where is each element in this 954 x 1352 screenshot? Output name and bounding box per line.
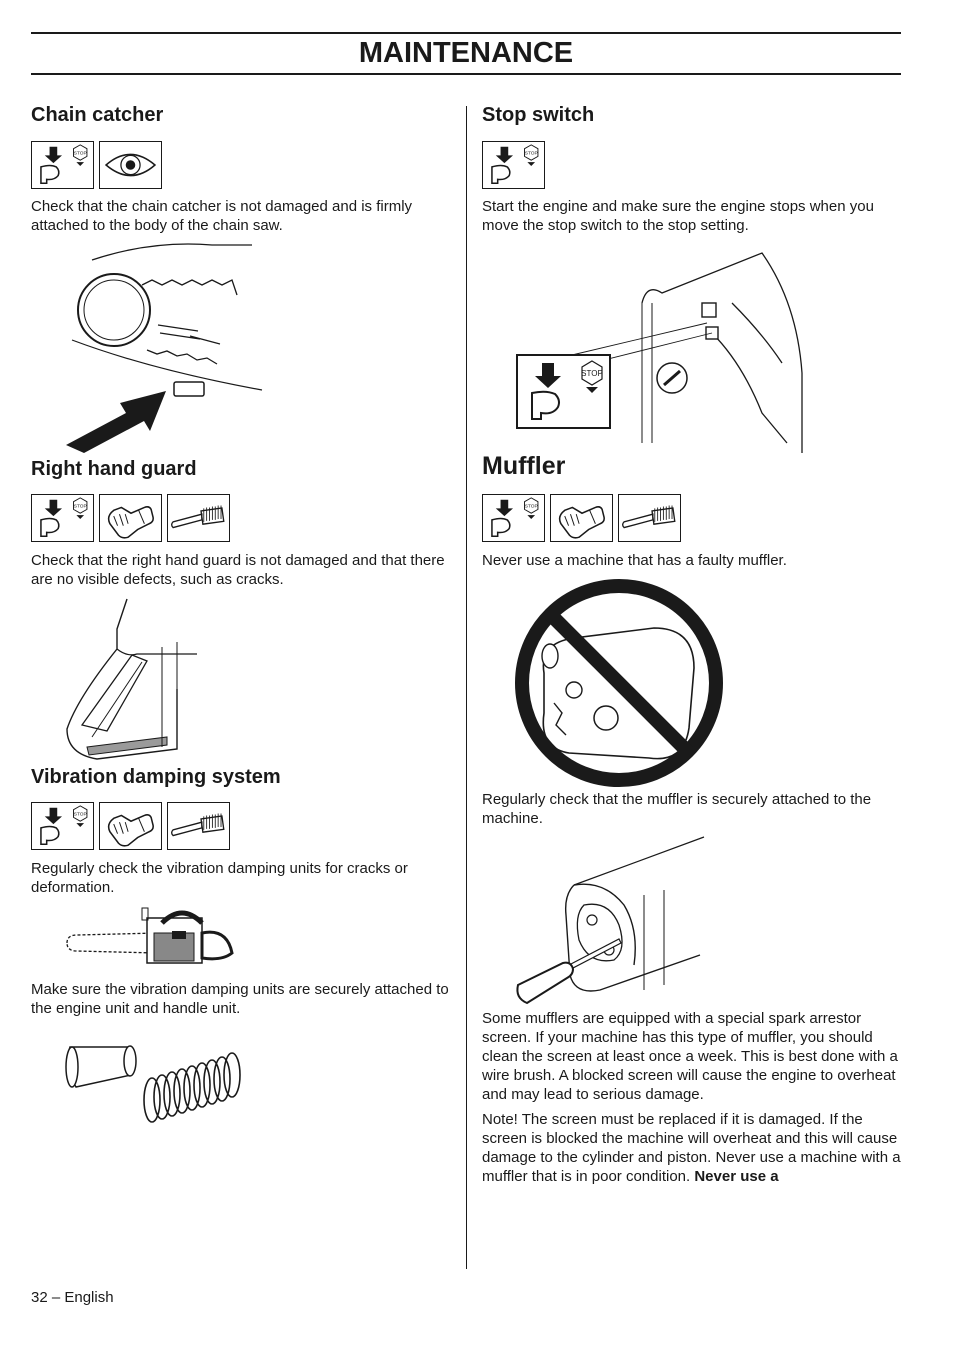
chain-catcher-heading: Chain catcher [31, 104, 164, 126]
wire-brush-icon [618, 494, 681, 542]
stop-switch-icon [482, 141, 545, 189]
muffler-text-4 [482, 1110, 902, 1186]
right-hand-guard-illustration [62, 597, 212, 762]
top-rule [31, 32, 901, 34]
stop-switch-icon [482, 494, 545, 542]
muffler-text-2: Regularly check that the muffler is securely attached to the machine. [482, 791, 872, 827]
wire-brush-icon [167, 494, 230, 542]
right-hand-guard-icons [31, 494, 230, 542]
title-underline [31, 73, 901, 75]
muffler-icons [482, 494, 681, 542]
vibration-damping-text-2: Make sure the vibration damping units are securely attached to the engine unit and handle unit. [31, 981, 449, 1017]
muffler-note-bold: Never use a [694, 1168, 779, 1185]
chain-catcher-icons [31, 141, 162, 189]
muffler-text-3: Some mufflers are equipped with a special spark arrestor screen. If your machine has this type of muffler, you should clean the screen at least once a week. This is best done with a wire brush. A blocked screen will cause the engine to overheat and may lead to serious damage. [482, 1010, 898, 1103]
vibration-damping-icons [31, 802, 230, 850]
chain-catcher-text: Check that the chain catcher is not damaged and is firmly attached to the body of the chain saw. [31, 198, 413, 234]
page-footer: 32 – English [31, 1289, 114, 1306]
wire-brush-icon [167, 802, 230, 850]
stop-switch-heading: Stop switch [482, 104, 595, 126]
stop-switch-icon [31, 141, 94, 189]
eye-inspection-icon [99, 141, 162, 189]
page-title: MAINTENANCE [358, 37, 574, 69]
muffler-note: Note! The screen must be replaced if it is damaged. If the screen is blocked the machine will overheat and this will cause damage to the cylinder and piston. Never use a machine with a muffler that is in poor condition. [482, 1111, 901, 1185]
right-hand-guard-heading: Right hand guard [31, 458, 197, 480]
muffler-text-1: Never use a machine that has a faulty muffler. [482, 552, 787, 569]
stop-switch-icons [482, 141, 545, 189]
chain-catcher-illustration [62, 240, 262, 450]
faulty-muffler-prohibited-illustration [514, 578, 724, 788]
protective-glove-icon [99, 494, 162, 542]
stop-switch-illustration [512, 243, 812, 448]
vibration-damping-heading: Vibration damping system [31, 766, 281, 788]
protective-glove-icon [99, 802, 162, 850]
muffler-heading: Muffler [482, 452, 566, 480]
stop-label: STOP [581, 369, 603, 378]
stop-switch-icon [31, 802, 94, 850]
vibration-damping-text-1: Regularly check the vibration damping units for cracks or deformation. [31, 860, 408, 896]
chainsaw-illustration [62, 903, 237, 973]
muffler-screwdriver-illustration [514, 835, 714, 1005]
column-divider [466, 106, 467, 1269]
right-hand-guard-text: Check that the right hand guard is not damaged and that there are no visible defects, such as cracks. [31, 552, 445, 588]
stop-switch-icon [31, 494, 94, 542]
damping-units-illustration [62, 1025, 252, 1125]
stop-switch-text: Start the engine and make sure the engine stops when you move the stop switch to the stop setting. [482, 198, 874, 234]
protective-glove-icon [550, 494, 613, 542]
